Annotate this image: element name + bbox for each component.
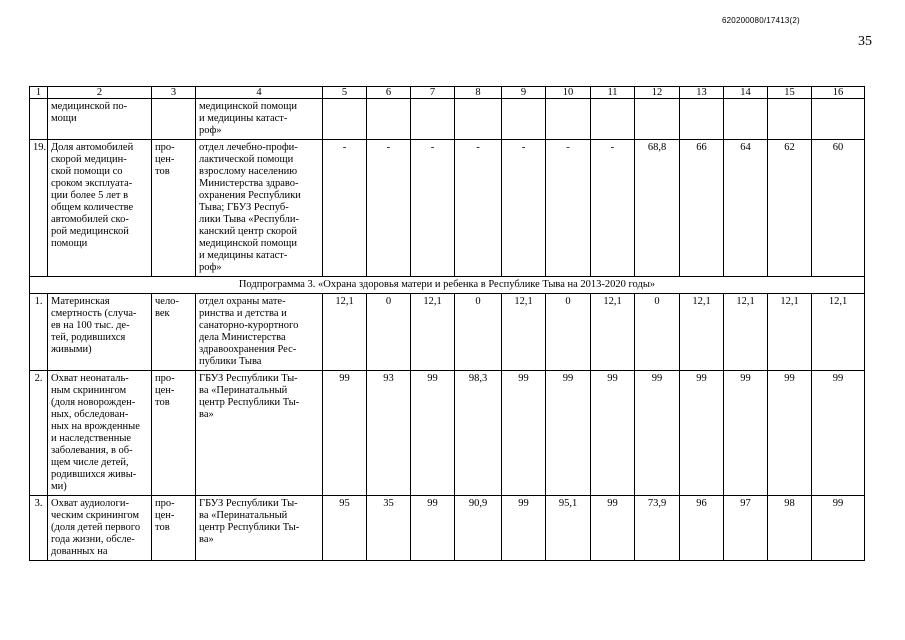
header-cell: 14 <box>724 87 768 99</box>
value-cell: - <box>591 140 635 277</box>
value-cell <box>724 99 768 140</box>
header-cell: 13 <box>680 87 724 99</box>
header-cell: 12 <box>635 87 680 99</box>
value-cell: 12,1 <box>768 294 812 371</box>
value-cell <box>768 99 812 140</box>
value-cell: 73,9 <box>635 496 680 561</box>
value-cell: 12,1 <box>591 294 635 371</box>
indicator-name: Охват неонаталь- ным скринингом (доля новорожден- ных, обследован- ных на врожденные и наследственные заболевания, в об- щем числе детей, родившихся живы- ми) <box>48 371 152 496</box>
value-cell <box>812 99 865 140</box>
unit: чело- век <box>152 294 196 371</box>
responsible: ГБУЗ Республики Ты- ва «Перинатальный центр Республики Ты- ва» <box>196 371 323 496</box>
row-index: 19. <box>30 140 48 277</box>
subprogram-title: Подпрограмма 3. «Охрана здоровья матери и ребенка в Республике Тыва на 2013-2020 годы» <box>30 277 865 294</box>
header-cell: 3 <box>152 87 196 99</box>
table-row <box>30 140 865 277</box>
value-cell: 95 <box>323 496 367 561</box>
value-cell: - <box>502 140 546 277</box>
value-cell: 99 <box>546 371 591 496</box>
page-number: 35 <box>858 34 872 49</box>
value-cell: 60 <box>812 140 865 277</box>
value-cell <box>591 99 635 140</box>
header-cell: 10 <box>546 87 591 99</box>
value-cell: - <box>455 140 502 277</box>
value-cell: 0 <box>367 294 411 371</box>
header-cell: 7 <box>411 87 455 99</box>
value-cell <box>455 99 502 140</box>
row-index <box>30 99 48 140</box>
value-cell: 90,9 <box>455 496 502 561</box>
value-cell: 99 <box>635 371 680 496</box>
value-cell: 12,1 <box>680 294 724 371</box>
value-cell: 0 <box>635 294 680 371</box>
value-cell: 99 <box>680 371 724 496</box>
value-cell: 99 <box>411 496 455 561</box>
responsible: ГБУЗ Республики Ты- ва «Перинатальный центр Республики Ты- ва» <box>196 496 323 561</box>
unit: про- цен- тов <box>152 371 196 496</box>
table-row <box>30 294 865 371</box>
indicator-name: Материнская смертность (случа- ев на 100 тыс. де- тей, родившихся живыми) <box>48 294 152 371</box>
subprogram-row <box>30 277 865 294</box>
value-cell: 12,1 <box>724 294 768 371</box>
value-cell: 35 <box>367 496 411 561</box>
unit <box>152 99 196 140</box>
value-cell: 99 <box>591 496 635 561</box>
value-cell: - <box>367 140 411 277</box>
header-cell: 1 <box>30 87 48 99</box>
value-cell: 99 <box>768 371 812 496</box>
value-cell <box>323 99 367 140</box>
table-row <box>30 371 865 496</box>
value-cell: 99 <box>724 371 768 496</box>
value-cell: 99 <box>812 496 865 561</box>
document-id: 620200080/17413(2) <box>722 16 800 25</box>
value-cell <box>635 99 680 140</box>
row-index: 2. <box>30 371 48 496</box>
table-row <box>30 496 865 561</box>
responsible: отдел лечебно-профи- лактической помощи взрослому населению Министерства здраво- охранения Республики Тыва; ГБУЗ Респуб- лики Тыва «Республи- канский центр скорой медицинской помощи и медицины катаст- роф» <box>196 140 323 277</box>
header-cell: 9 <box>502 87 546 99</box>
unit: про- цен- тов <box>152 496 196 561</box>
table-row <box>30 99 865 140</box>
value-cell: 12,1 <box>502 294 546 371</box>
header-cell: 15 <box>768 87 812 99</box>
value-cell: 98 <box>768 496 812 561</box>
value-cell: 68,8 <box>635 140 680 277</box>
value-cell <box>680 99 724 140</box>
value-cell: 99 <box>502 496 546 561</box>
value-cell: 93 <box>367 371 411 496</box>
value-cell <box>502 99 546 140</box>
value-cell: 0 <box>546 294 591 371</box>
indicators-table <box>29 86 865 561</box>
value-cell: - <box>411 140 455 277</box>
value-cell: 99 <box>411 371 455 496</box>
header-cell: 2 <box>48 87 152 99</box>
value-cell <box>367 99 411 140</box>
value-cell: 66 <box>680 140 724 277</box>
header-cell: 6 <box>367 87 411 99</box>
value-cell: 97 <box>724 496 768 561</box>
header-cell: 5 <box>323 87 367 99</box>
unit: про- цен- тов <box>152 140 196 277</box>
value-cell: 0 <box>455 294 502 371</box>
value-cell: 99 <box>812 371 865 496</box>
row-index: 1. <box>30 294 48 371</box>
header-row <box>30 87 865 99</box>
value-cell: 62 <box>768 140 812 277</box>
value-cell: 99 <box>591 371 635 496</box>
value-cell: 96 <box>680 496 724 561</box>
value-cell: 99 <box>323 371 367 496</box>
row-index: 3. <box>30 496 48 561</box>
value-cell: 64 <box>724 140 768 277</box>
header-cell: 11 <box>591 87 635 99</box>
value-cell: 95,1 <box>546 496 591 561</box>
header-cell: 4 <box>196 87 323 99</box>
responsible: медицинской помощи и медицины катаст- роф» <box>196 99 323 140</box>
value-cell: 12,1 <box>411 294 455 371</box>
value-cell: 99 <box>502 371 546 496</box>
value-cell <box>546 99 591 140</box>
value-cell: 98,3 <box>455 371 502 496</box>
value-cell: 12,1 <box>323 294 367 371</box>
responsible: отдел охраны мате- ринства и детства и санаторно-курортного дела Министерства здравоохранения Рес- публики Тыва <box>196 294 323 371</box>
header-cell: 8 <box>455 87 502 99</box>
indicator-name: Доля автомобилей скорой медицин- ской помощи со сроком эксплуата- ции более 5 лет в общем количестве автомобилей ско- рой медицинской помощи <box>48 140 152 277</box>
value-cell: - <box>546 140 591 277</box>
indicator-name: Охват аудиологи- ческим скринингом (доля детей первого года жизни, обсле- дованных на <box>48 496 152 561</box>
indicator-name: медицинской по- мощи <box>48 99 152 140</box>
value-cell: 12,1 <box>812 294 865 371</box>
header-cell: 16 <box>812 87 865 99</box>
value-cell <box>411 99 455 140</box>
value-cell: - <box>323 140 367 277</box>
